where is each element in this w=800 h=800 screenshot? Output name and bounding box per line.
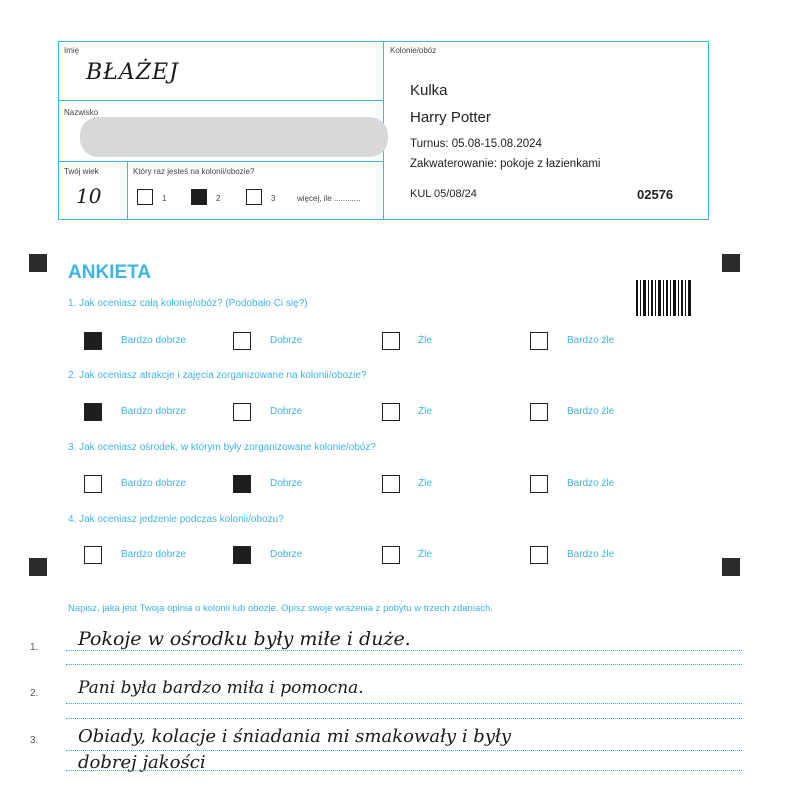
imie-label: Imię: [64, 46, 80, 55]
opinion-number-1: 1.: [30, 642, 39, 653]
ktory-raz-option-3: 3: [271, 194, 276, 203]
q2-checkbox-zle[interactable]: [382, 403, 400, 421]
q1-option-zle: Źle: [418, 335, 432, 346]
nazwisko-redacted: [80, 117, 388, 157]
header-line-1: [58, 100, 384, 101]
q4-option-zle: Źle: [418, 549, 432, 560]
form-number: 02576: [637, 187, 674, 202]
q3-option-bardzo-dobrze: Bardzo dobrze: [121, 478, 187, 489]
opinion-line-3: [66, 750, 742, 751]
registration-marker-tr: [722, 254, 740, 272]
wiek-value[interactable]: 10: [76, 184, 102, 208]
q1-option-bardzo-zle: Bardzo źle: [567, 335, 615, 346]
q2-option-bardzo-dobrze: Bardzo dobrze: [121, 406, 187, 417]
survey-title: ANKIETA: [68, 262, 152, 283]
q4-checkbox-zle[interactable]: [382, 546, 400, 564]
q1-checkbox-zle[interactable]: [382, 332, 400, 350]
q4-option-bardzo-zle: Bardzo źle: [567, 549, 615, 560]
q4-checkbox-dobrze[interactable]: [233, 546, 251, 564]
question-1: 1. Jak oceniasz całą kolonię/obóz? (Podobało Ci się?): [68, 298, 308, 309]
registration-marker-bl: [29, 558, 47, 576]
q3-checkbox-zle[interactable]: [382, 475, 400, 493]
header-line-3: [127, 161, 128, 220]
ktory-raz-checkbox-3[interactable]: [246, 189, 262, 205]
barcode: [636, 280, 692, 316]
ktory-raz-option-1: 1: [162, 194, 167, 203]
opinion-number-2: 2.: [30, 688, 39, 699]
nazwisko-label: Nazwisko: [64, 108, 99, 117]
opinion-prompt: Napisz, jaka jest Twoja opinia o kolonii lub obozie. Opisz swoje wrażenia z pobytu w trzech zdaniach.: [68, 603, 493, 614]
q1-option-bardzo-dobrze: Bardzo dobrze: [121, 335, 187, 346]
camp-theme: Harry Potter: [410, 109, 491, 126]
opinion-sentence-3b[interactable]: dobrej jakości: [78, 752, 206, 773]
q2-option-dobrze: Dobrze: [270, 406, 303, 417]
q1-checkbox-dobrze[interactable]: [233, 332, 251, 350]
q3-option-bardzo-zle: Bardzo źle: [567, 478, 615, 489]
q1-checkbox-bardzo-dobrze[interactable]: [84, 332, 102, 350]
q4-option-bardzo-dobrze: Bardzo dobrze: [121, 549, 187, 560]
q2-option-bardzo-zle: Bardzo źle: [567, 406, 615, 417]
wiek-label: Twój wiek: [64, 167, 99, 176]
opinion-sentence-3a[interactable]: Obiady, kolacje i śniadania mi smakowały i były: [78, 726, 512, 747]
camp-name: Kulka: [410, 82, 448, 99]
wiecej-label: więcej, ile ............: [297, 194, 361, 203]
zakwaterowanie: Zakwaterowanie: pokoje z łazienkami: [410, 158, 601, 170]
opinion-line-1: [66, 650, 742, 651]
q3-checkbox-bardzo-zle[interactable]: [530, 475, 548, 493]
q3-checkbox-dobrze[interactable]: [233, 475, 251, 493]
q4-option-dobrze: Dobrze: [270, 549, 303, 560]
opinion-line-2: [66, 703, 742, 704]
kolonie-label: Kolonie/obóz: [390, 46, 437, 55]
ktory-raz-checkbox-1[interactable]: [137, 189, 153, 205]
q4-checkbox-bardzo-zle[interactable]: [530, 546, 548, 564]
question-2: 2. Jak oceniasz atrakcje i zajęcia zorganizowane na kolonii/obozie?: [68, 370, 367, 381]
opinion-sentence-2[interactable]: Pani była bardzo miła i pomocna.: [78, 678, 364, 698]
ktory-raz-option-2: 2: [216, 194, 221, 203]
camp-code: KUL 05/08/24: [410, 188, 477, 200]
registration-marker-tl: [29, 254, 47, 272]
opinion-sentence-1[interactable]: Pokoje w ośrodku były miłe i duże.: [78, 628, 411, 650]
opinion-line-1b: [66, 664, 742, 665]
q4-checkbox-bardzo-dobrze[interactable]: [84, 546, 102, 564]
q1-option-dobrze: Dobrze: [270, 335, 303, 346]
q2-checkbox-bardzo-dobrze[interactable]: [84, 403, 102, 421]
q1-checkbox-bardzo-zle[interactable]: [530, 332, 548, 350]
header-line-2: [58, 161, 384, 162]
opinion-line-2b: [66, 718, 742, 719]
opinion-number-3: 3.: [30, 735, 39, 746]
imie-value[interactable]: BŁAŻEJ: [86, 60, 179, 85]
q2-checkbox-bardzo-zle[interactable]: [530, 403, 548, 421]
question-4: 4. Jak oceniasz jedzenie podczas kolonii/obozu?: [68, 514, 284, 525]
ktory-raz-label: Który raz jesteś na kolonii/obozie?: [133, 167, 255, 176]
ktory-raz-checkbox-2[interactable]: [191, 189, 207, 205]
q3-option-zle: Źle: [418, 478, 432, 489]
q3-checkbox-bardzo-dobrze[interactable]: [84, 475, 102, 493]
turnus: Turnus: 05.08-15.08.2024: [410, 138, 542, 150]
q2-option-zle: Źle: [418, 406, 432, 417]
q3-option-dobrze: Dobrze: [270, 478, 303, 489]
registration-marker-br: [722, 558, 740, 576]
q2-checkbox-dobrze[interactable]: [233, 403, 251, 421]
opinion-line-3b: [66, 770, 742, 771]
question-3: 3. Jak oceniasz ośrodek, w którym były zorganizowane kolonie/obóz?: [68, 442, 376, 453]
